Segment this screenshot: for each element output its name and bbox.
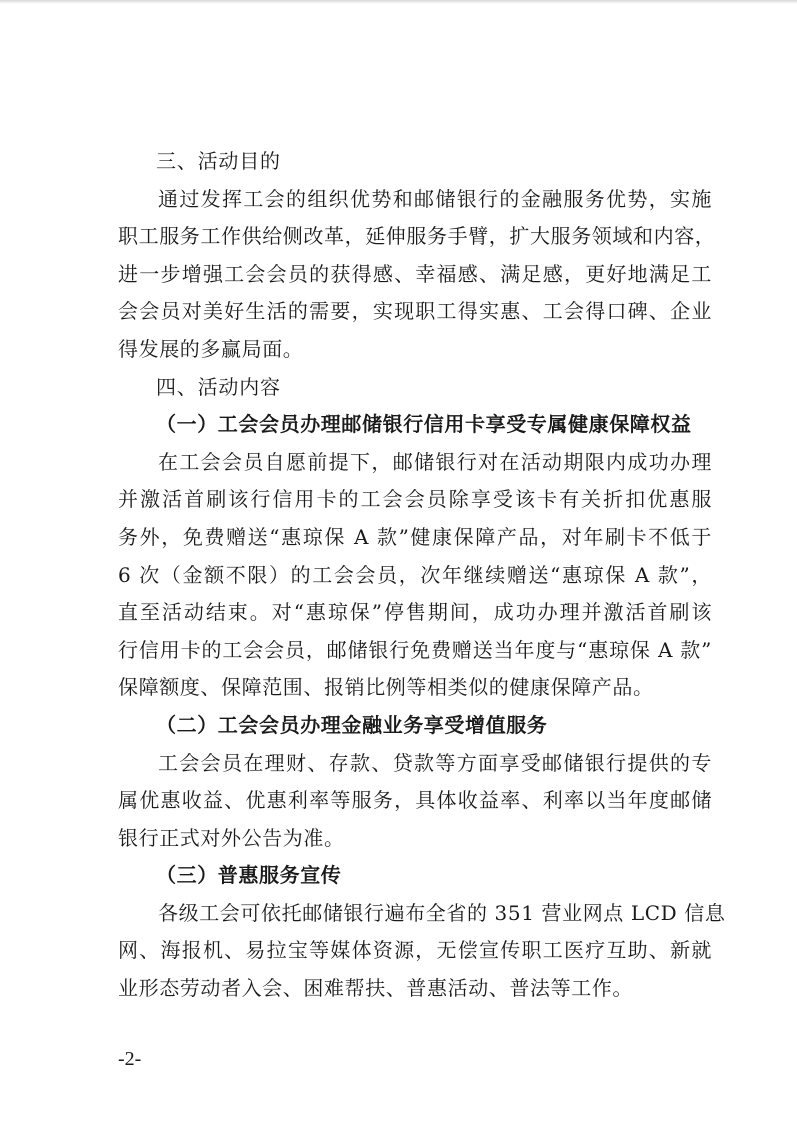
paragraph-line: 得发展的多赢局面。 bbox=[118, 336, 304, 361]
scan-edge bbox=[0, 0, 797, 4]
paragraph-line: 务外，免费赠送“惠琼保 A 款”健康保障产品，对年刷卡不低于 bbox=[118, 524, 712, 549]
paragraph-line: 行信用卡的工会会员，邮储银行免费赠送当年度与“惠琼保 A 款” bbox=[118, 637, 712, 662]
subheading-3: （三）普惠服务宣传 bbox=[156, 863, 342, 888]
paragraph-line: 银行正式对外公告为准。 bbox=[118, 825, 345, 850]
paragraph-activity-goal bbox=[118, 181, 716, 369]
paragraph-line: 保障额度、保障范围、报销比例等相类似的健康保障产品。 bbox=[118, 675, 654, 700]
paragraph-line: 工会会员在理财、存款、贷款等方面享受邮储银行提供的专 bbox=[158, 750, 712, 775]
section-heading-4: 四、活动内容 bbox=[156, 374, 281, 399]
paragraph-financial-services bbox=[118, 745, 712, 858]
paragraph-line: 进一步增强工会会员的获得感、幸福感、满足感，更好地满足工 bbox=[118, 261, 712, 286]
subheading-1: （一）工会会员办理邮储银行信用卡享受专属健康保障权益 bbox=[156, 412, 692, 437]
paragraph-line: 会会员对美好生活的需要，实现职工得实惠、工会得口碑、企业 bbox=[118, 299, 712, 324]
paragraph-line: 通过发挥工会的组织优势和邮储银行的金融服务优势，实施 bbox=[158, 186, 712, 211]
subheading-2: （二）工会会员办理金融业务享受增值服务 bbox=[156, 712, 548, 737]
paragraph-line: 网、海报机、易拉宝等媒体资源，无偿宣传职工医疗互助、新就 bbox=[118, 938, 712, 963]
section-heading-3: 三、活动目的 bbox=[156, 149, 281, 173]
paragraph-line: 各级工会可依托邮储银行遍布全省的 351 营业网点 LCD 信息 bbox=[158, 900, 726, 925]
page-number: -2- bbox=[118, 1048, 142, 1070]
paragraph-publicity bbox=[118, 895, 726, 1008]
paragraph-line: 职工服务工作供给侧改革，延伸服务手臂，扩大服务领域和内容， bbox=[118, 224, 716, 249]
paragraph-credit-card bbox=[118, 444, 712, 707]
paragraph-line: 直至活动结束。对“惠琼保”停售期间，成功办理并激活首刷该 bbox=[118, 600, 712, 625]
paragraph-line: 属优惠收益、优惠利率等服务，具体收益率、利率以当年度邮储 bbox=[118, 788, 712, 813]
paragraph-line: 业形态劳动者入会、困难帮扶、普惠活动、普法等工作。 bbox=[118, 976, 633, 1001]
paragraph-line: 并激活首刷该行信用卡的工会会员除享受该卡有关折扣优惠服 bbox=[118, 487, 712, 512]
paragraph-line: 在工会会员自愿前提下，邮储银行对在活动期限内成功办理 bbox=[158, 449, 712, 474]
paragraph-line: 6 次（金额不限）的工会会员，次年继续赠送“惠琼保 A 款”， bbox=[118, 562, 712, 587]
document-body bbox=[118, 143, 726, 1008]
